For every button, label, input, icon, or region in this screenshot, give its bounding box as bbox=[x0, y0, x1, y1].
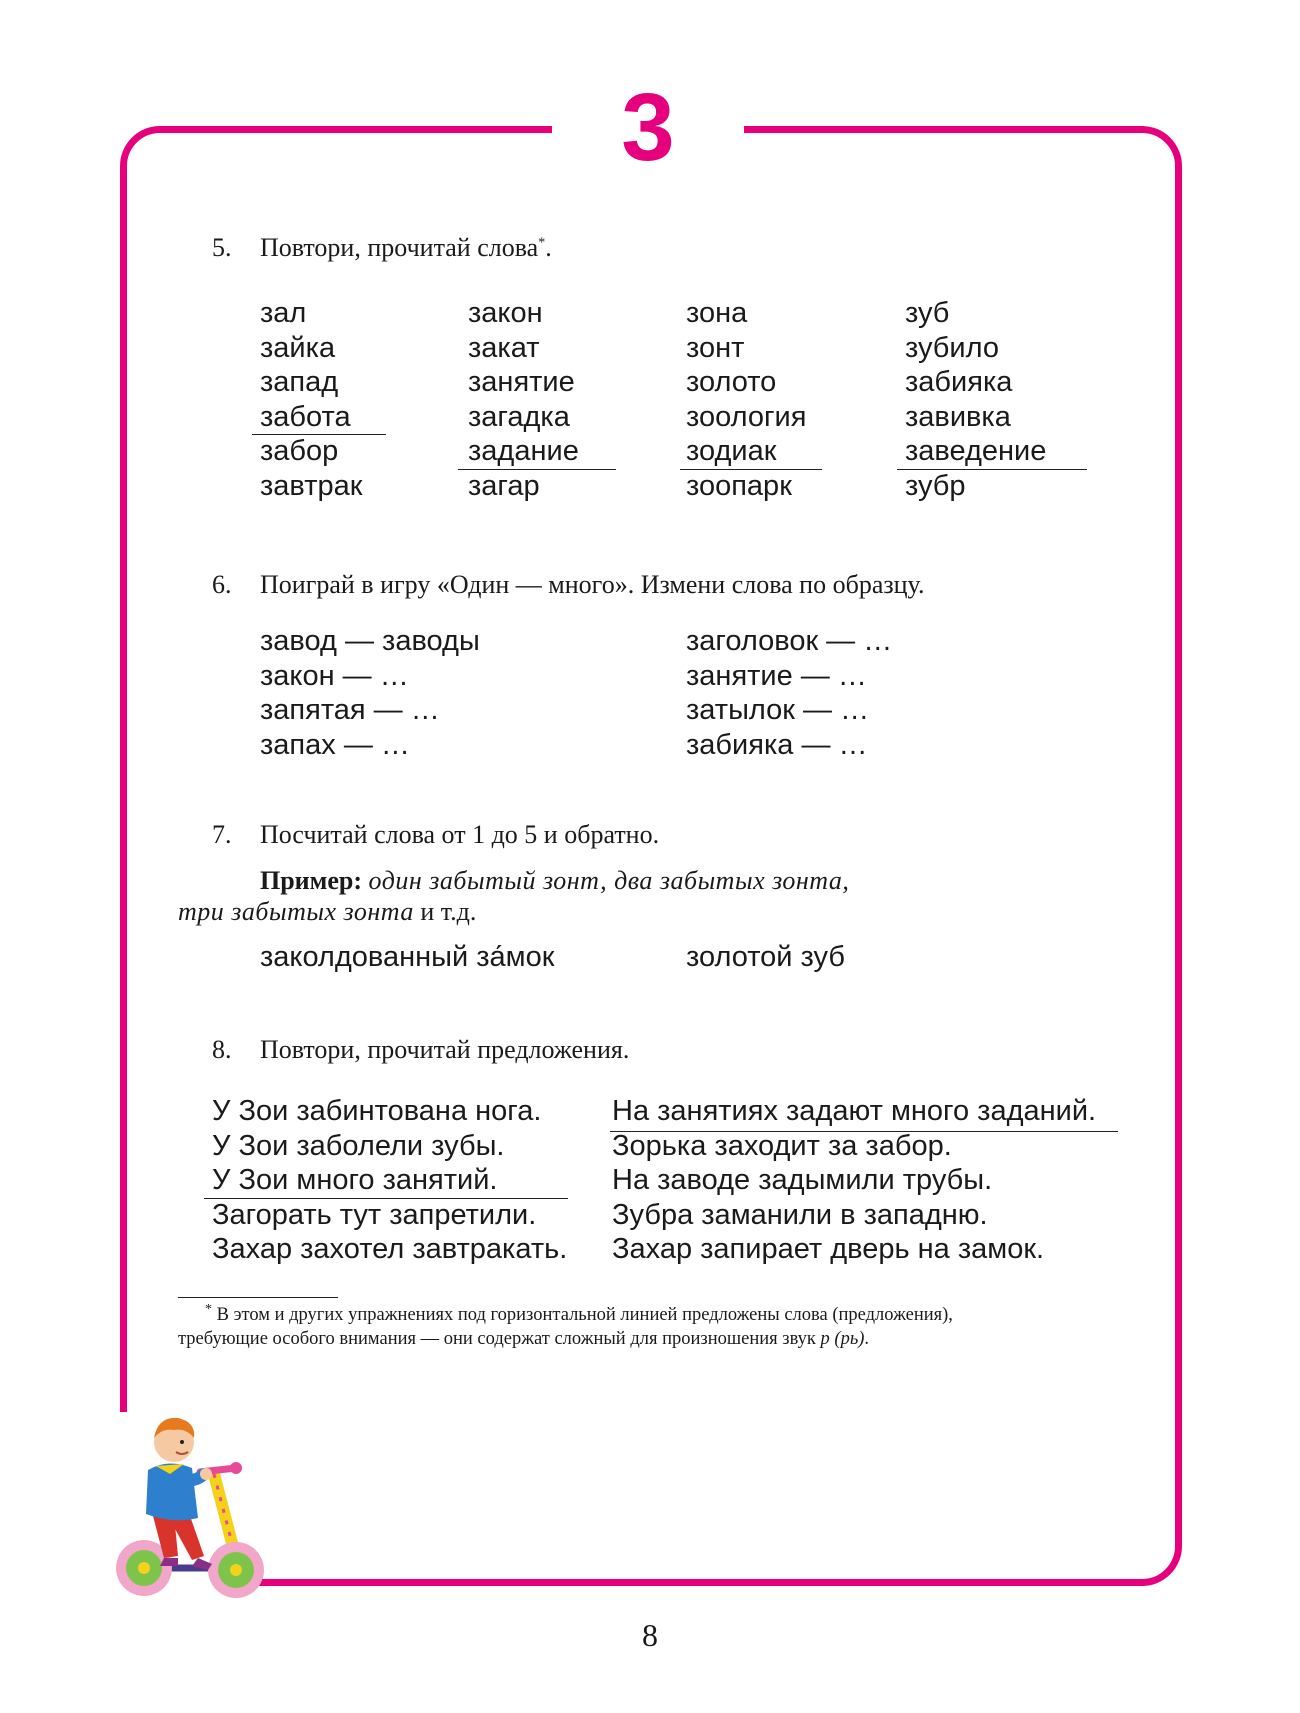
task5-column-3 bbox=[686, 296, 806, 503]
task8-number: 8. bbox=[212, 1035, 232, 1064]
word: зуб bbox=[905, 297, 950, 329]
task8-text: Повтори, прочитай предложения. bbox=[260, 1035, 630, 1064]
sentence: У Зои забинтована нога. bbox=[212, 1095, 542, 1127]
footnote-sound: р (рь) bbox=[820, 1329, 865, 1349]
page-number: 8 bbox=[642, 1617, 658, 1653]
word: задание bbox=[468, 435, 579, 467]
sentence: На заводе задымили трубы. bbox=[612, 1164, 993, 1196]
word-pair: завод — заводы bbox=[260, 625, 480, 657]
task5-divider-3 bbox=[680, 469, 822, 470]
sentence: У Зои много занятий. bbox=[212, 1164, 498, 1196]
word-pair: запятая — … bbox=[260, 694, 440, 726]
task8-heading bbox=[212, 1035, 629, 1065]
word: зубр bbox=[905, 469, 966, 502]
task5-heading bbox=[212, 233, 552, 263]
task7-example-line1 bbox=[260, 865, 849, 896]
word: закат bbox=[468, 331, 540, 364]
task7-example-line2 bbox=[178, 896, 476, 927]
sentence: Зорька заходит за забор. bbox=[612, 1129, 952, 1162]
task6-heading bbox=[212, 570, 924, 600]
word-pair: затылок — … bbox=[686, 694, 870, 726]
word: зоология bbox=[686, 400, 807, 433]
word: зоопарк bbox=[686, 469, 792, 502]
footnote-text: В этом и других упражнениях под горизонтальной линией предложены слова (предложения), требующие особого внимания — они содержат сложный для произношения звук bbox=[178, 1305, 953, 1349]
sentence: Загорать тут запретили. bbox=[212, 1198, 537, 1231]
task8-left-column bbox=[212, 1094, 567, 1267]
phrase: золотой зуб bbox=[686, 941, 845, 973]
word: зал bbox=[260, 297, 307, 329]
word: забор bbox=[260, 435, 339, 467]
word-pair: запах — … bbox=[260, 728, 410, 761]
boy-on-scooter-illustration bbox=[112, 1408, 272, 1600]
task5-column-4 bbox=[905, 296, 1046, 503]
word-pair: забияка — … bbox=[686, 728, 868, 761]
word: завивка bbox=[905, 400, 1011, 433]
word: зона bbox=[686, 297, 748, 329]
task5-column-2 bbox=[468, 296, 579, 503]
word: золото bbox=[686, 366, 777, 398]
footnote-end: . bbox=[864, 1329, 870, 1349]
example-tail: и т.д. bbox=[420, 897, 477, 926]
task5-note-mark: * bbox=[538, 235, 546, 251]
example-text-2: три забытых зонта bbox=[178, 897, 414, 926]
task5-divider-4 bbox=[897, 469, 1087, 470]
sentence: У Зои заболели зубы. bbox=[212, 1129, 505, 1162]
footnote-mark: * bbox=[205, 1301, 212, 1317]
example-text-1: один забытый зонт, два забытых зонта, bbox=[368, 866, 850, 895]
phrase: заколдованный за́мок bbox=[260, 941, 555, 973]
sentence: Зубра заманили в западню. bbox=[612, 1198, 988, 1231]
word: запад bbox=[260, 366, 339, 398]
word: завтрак bbox=[260, 469, 363, 502]
footnote bbox=[178, 1303, 1038, 1351]
task7-number: 7. bbox=[212, 820, 232, 849]
word-pair: заголовок — … bbox=[686, 625, 893, 657]
task7-phrase-left bbox=[260, 940, 554, 975]
word: загадка bbox=[468, 400, 570, 433]
word: зодиак bbox=[686, 435, 777, 467]
task5-divider-1 bbox=[252, 434, 386, 435]
word-pair: занятие — … bbox=[686, 659, 867, 692]
word: зубило bbox=[905, 331, 999, 364]
word: забияка bbox=[905, 366, 1013, 398]
task7-text: Посчитай слова от 1 до 5 и обратно. bbox=[260, 820, 660, 849]
chapter-number: 3 bbox=[621, 74, 675, 181]
word: зонт bbox=[686, 331, 745, 364]
task8-right-column bbox=[612, 1094, 1096, 1267]
task6-text: Поиграй в игру «Один — много». Измени слова по образцу. bbox=[260, 570, 925, 599]
task6-left-column bbox=[260, 624, 480, 762]
task7-heading bbox=[212, 820, 659, 850]
sentence: На занятиях задают много заданий. bbox=[612, 1095, 1097, 1127]
example-label: Пример: bbox=[260, 866, 363, 895]
task8-divider-right bbox=[610, 1131, 1118, 1132]
word: занятие bbox=[468, 366, 575, 398]
sentence: Захар запирает дверь на замок. bbox=[612, 1233, 1045, 1265]
word: закон bbox=[468, 297, 543, 329]
word: загар bbox=[468, 469, 540, 502]
footnote-rule bbox=[178, 1297, 338, 1298]
sentence: Захар захотел завтракать. bbox=[212, 1233, 568, 1265]
task5-divider-2 bbox=[458, 469, 616, 470]
task8-divider-left bbox=[204, 1198, 568, 1199]
word: зайка bbox=[260, 331, 336, 364]
word-pair: закон — … bbox=[260, 659, 409, 692]
task7-phrase-right bbox=[686, 940, 845, 975]
word: забота bbox=[260, 400, 351, 433]
task5-text: Повтори, прочитай слова bbox=[260, 233, 539, 262]
task6-right-column bbox=[686, 624, 892, 762]
task6-number: 6. bbox=[212, 570, 232, 599]
task5-number: 5. bbox=[212, 233, 232, 262]
task5-end: . bbox=[545, 233, 552, 262]
word: заведение bbox=[905, 435, 1047, 467]
task5-column-1 bbox=[260, 296, 362, 503]
